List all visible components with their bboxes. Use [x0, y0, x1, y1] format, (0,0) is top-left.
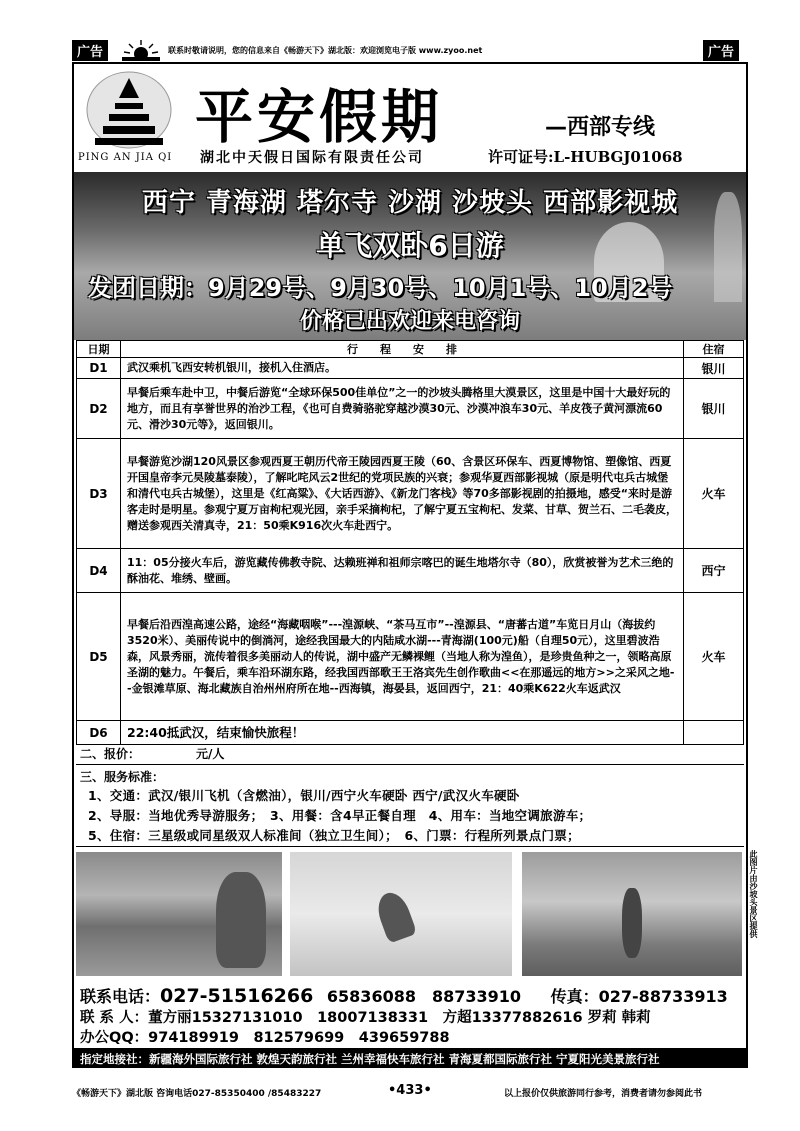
stone-monument-shape	[216, 872, 266, 968]
table-header-row	[77, 341, 744, 358]
day-stay	[684, 721, 744, 745]
table-row	[77, 379, 744, 439]
hero-tour-type: 单飞双卧6日游	[316, 229, 504, 262]
day-stay: 银川	[684, 358, 744, 379]
hero-banner	[74, 172, 746, 340]
day-label: D3	[77, 439, 121, 549]
brand-title: 平安假期	[195, 83, 444, 151]
zipline-rider-shape	[622, 888, 642, 958]
magazine-sun-logo-icon	[120, 38, 162, 62]
table-row	[77, 358, 744, 379]
table-row	[77, 439, 744, 549]
people-label: 联 系 人：	[80, 1010, 149, 1026]
price-label: 二、报价：	[80, 747, 141, 761]
hero-destinations: 西宁 青海湖 塔尔寺 沙湖 沙坡头 西部影视城	[141, 188, 679, 218]
header-stay: 住宿	[684, 341, 744, 358]
service-line-1: 1、交通：武汉/银川飞机（含燃油），银川/西宁火车硬卧 西宁/武汉火车硬卧	[88, 788, 520, 803]
day-stay: 西宁	[684, 549, 744, 593]
service-title: 三、服务标准：	[80, 770, 165, 784]
divider	[76, 846, 744, 847]
ad-label-left: 广告	[72, 40, 108, 61]
price-value: 元/人	[196, 747, 225, 761]
license-number: 许可证号:L-HUBGJ01068	[488, 148, 683, 166]
day-plan: 早餐游览沙湖120风景区参观西夏王朝历代帝王陵园西夏王陵（60、含景区环保车、西夏博物馆、塑像馆、西夏开国皇帝李元昊陵墓泰陵），了解叱咤风云2世纪的党项民族的兴衰；参观华夏西部影视城（原是明代屯兵古城堡和清代屯兵古城堡），这里是《红高粱》、《大话西游》、《新龙门客栈》等70多部影视剧的拍摄地，感受“来时是游客走时是明星。参观宁夏万亩枸杞观光园，亲手采摘枸杞，了解宁夏五宝枸杞、发菜、甘草、贺兰石、二毛袭皮，赠送参观西关清真寺，21：50乘K916次火车赴西宁。	[121, 439, 684, 549]
hero-price-note: 价格已出欢迎来电咨询	[299, 309, 520, 334]
service-line-2: 2、导服：当地优秀导游服务； 3、用餐：含4早正餐自理 4、用车：当地空调旅游车；	[88, 808, 592, 823]
logo-english-text: PING AN JIA QI	[78, 152, 173, 163]
fax-number: 027-88733913	[598, 987, 728, 1006]
people-list: 董方丽15327131010 18007138331 方超13377882616 罗莉 韩莉	[148, 1010, 651, 1026]
sand-slider-shape	[373, 888, 418, 943]
photo-sand-sliding	[290, 852, 512, 976]
table-row	[77, 721, 744, 745]
brand-subtitle: —西部专线	[545, 115, 656, 140]
contact-phone-row	[80, 984, 728, 1007]
company-name: 湖北中天假日国际有限责任公司	[200, 150, 424, 166]
footer-left: 《畅游天下》湖北版 咨询电话027-85350400 /85483227	[72, 1089, 322, 1099]
table-row	[77, 549, 744, 593]
page-number: •433•	[388, 1083, 432, 1098]
phone-more: 65836088 88733910	[326, 987, 522, 1006]
footer-right: 以上报价仅供旅游同行参考，消费者请勿参阅此书	[504, 1089, 703, 1099]
photo-lake-stone	[76, 852, 282, 976]
ad-label-right: 广告	[703, 40, 739, 61]
phone-main: 027-51516266	[160, 985, 314, 1007]
photo-zipline	[522, 852, 742, 976]
day-plan: 武汉乘机飞西安转机银川，接机入住酒店。	[121, 358, 684, 379]
day-plan: 早餐后乘车赴中卫，中餐后游览“全球环保500佳单位”之一的沙坡头腾格里大漠景区，这里是中国十大最好玩的地方，而且有享誉世界的治沙工程，《也可自费骑骆驼穿越沙漠30元、沙漠冲浪车30元、羊皮筏子黄河漂流60元、滑沙30元等》，返回银川。	[121, 379, 684, 439]
day-stay: 银川	[684, 379, 744, 439]
phone-label: 联系电话：	[80, 987, 161, 1006]
partner-agencies: 指定地接社：新疆海外国际旅行社 敦煌天韵旅行社 兰州幸福快车旅行社 青海夏都国际旅行社 宁夏阳光美景旅行社	[72, 1048, 748, 1068]
day-plan: 早餐后沿西湟高速公路，途经“海藏咽喉”---湟源峡、“茶马互市”--湟源县、“唐蕃古道”车览日月山（海拔约3520米）、美丽传说中的倒淌河，途经我国最大的内陆咸水湖---青海湖(100元)船（自理50元），这里碧波浩森，风景秀丽，流传着很多美丽动人的传说，湖中盛产无鳞裸鲤（当地人称为湟鱼），是珍贵鱼种之一，领略高原圣湖的魅力。午餐后，乘车沿环湖东路，经我国西部歌王王洛宾先生创作歌曲<<在那遥远的地方>>之采风之地--金银滩草原、海北藏族自治州州府所在地--西海镇，海晏县，返回西宁，21：40乘K622火车返武汉	[121, 593, 684, 721]
divider	[76, 764, 744, 765]
day-label: D2	[77, 379, 121, 439]
day-label: D1	[77, 358, 121, 379]
itinerary-table	[76, 340, 744, 745]
day-label: D4	[77, 549, 121, 593]
service-line-3: 5、住宿：三星级或同星级双人标准间（独立卫生间）； 6、门票：行程所列景点门票；	[88, 828, 580, 843]
day-stay: 火车	[684, 439, 744, 549]
day-label: D6	[77, 721, 121, 745]
header-day: 日期	[77, 341, 121, 358]
fax-label: 传真：	[550, 987, 599, 1006]
qq-list: 974189919 812579699 439659788	[148, 1030, 450, 1046]
day-plan: 22:40抵武汉，结束愉快旅程！	[121, 721, 684, 745]
day-stay: 火车	[684, 593, 744, 721]
hero-departure-dates: 发团日期：9月29号、9月30号、10月1号、10月2号	[88, 274, 673, 302]
day-plan: 11：05分接火车后，游览藏传佛教寺院、达赖班禅和祖师宗喀巴的诞生地塔尔寺（80），欣赏被誉为艺术三绝的酥油花、堆绣、壁画。	[121, 549, 684, 593]
table-row	[77, 593, 744, 721]
day-label: D5	[77, 593, 121, 721]
qq-label: 办公QQ：	[80, 1030, 149, 1046]
pyramid-logo-icon	[85, 70, 173, 150]
top-note: 联系时敬请说明，您的信息来自《畅游天下》湖北版：欢迎浏览电子版 www.zyoo.net	[168, 46, 483, 55]
contact-people-row	[80, 1006, 651, 1027]
header-plan: 行 程 安 排	[121, 341, 684, 358]
photo-credit: 此图片由沙坡头景区提供	[749, 850, 758, 938]
contact-qq-row	[80, 1026, 450, 1047]
